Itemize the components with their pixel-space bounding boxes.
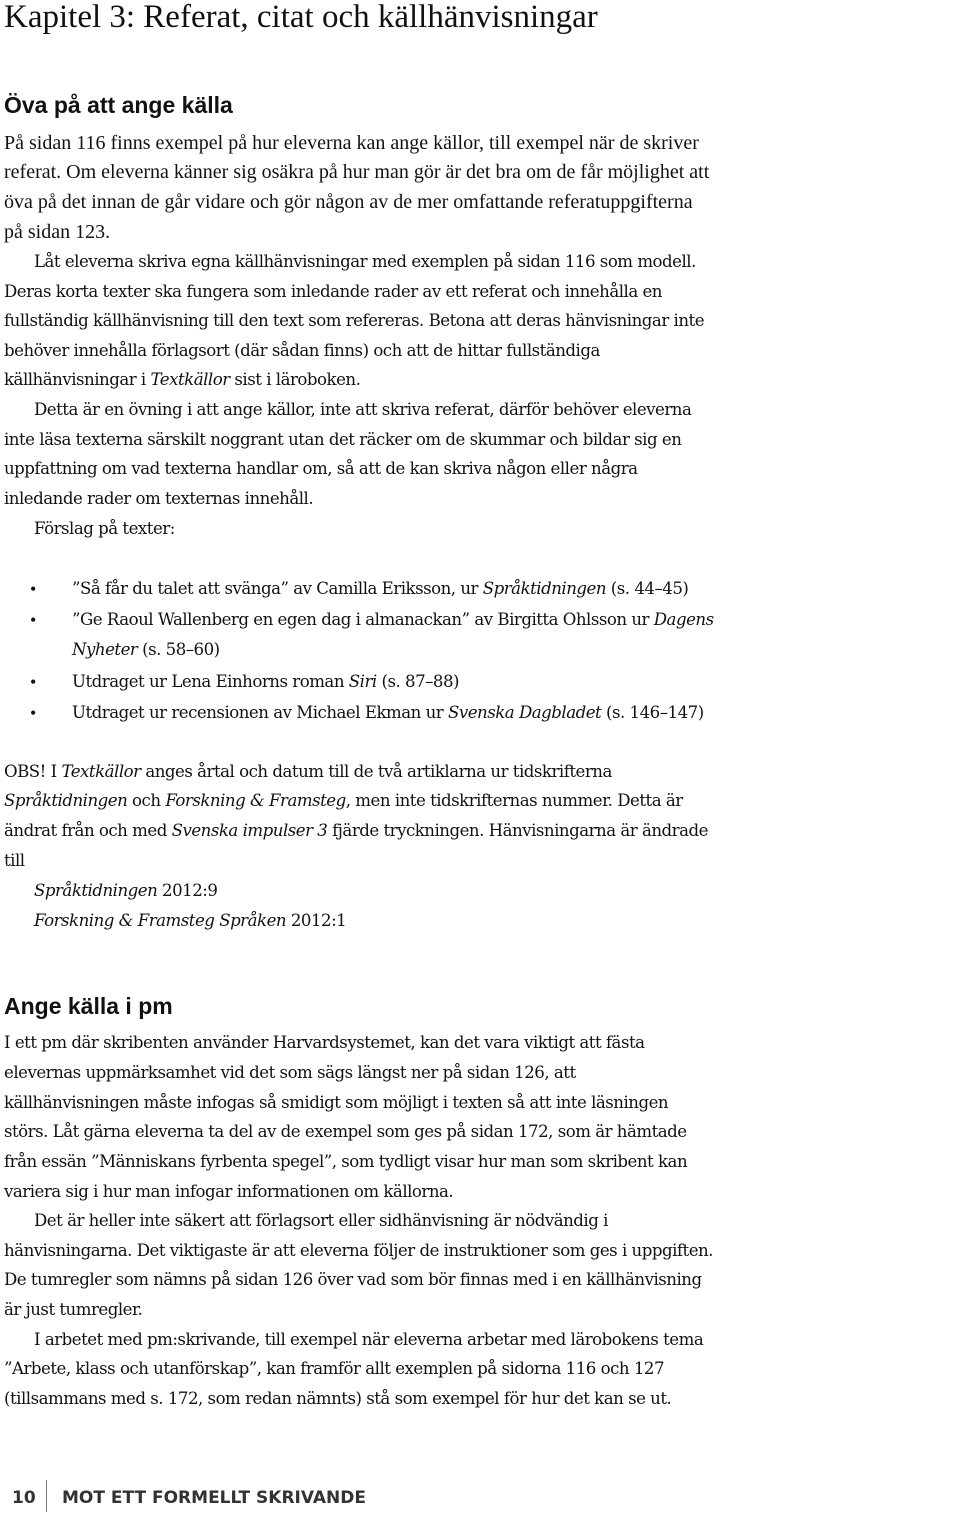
paragraph-line: Det är heller inte säkert att förlagsort eller sidhänvisning är nödvändig i bbox=[34, 1211, 608, 1230]
list-item: Utdraget ur Lena Einhorns roman Siri (s. 87–88) bbox=[72, 672, 460, 691]
chapter-title: Kapitel 3: Referat, citat och källhänvisningar bbox=[4, 0, 598, 35]
obs-note-line: ändrat från och med Svenska impulser 3 fjärde tryckningen. Hänvisningarna är ändrade bbox=[4, 821, 708, 840]
paragraph-line: referat. Om eleverna känner sig osäkra på hur man gör är det bra om de får möjlighet att bbox=[4, 161, 710, 183]
section-heading-ova: Öva på att ange källa bbox=[4, 92, 233, 118]
paragraph-line: elevernas uppmärksamhet vid det som sägs längst ner på sidan 126, att bbox=[4, 1063, 576, 1082]
paragraph-line: inledande rader om texternas innehåll. bbox=[4, 489, 314, 508]
paragraph-line: fullständig källhänvisning till den text som refereras. Betona att deras hänvisningar inte bbox=[4, 311, 705, 330]
obs-note-line: OBS! I Textkällor anges årtal och datum till de två artiklarna ur tidskrifterna bbox=[4, 762, 612, 781]
page-number: 10 bbox=[12, 1488, 36, 1508]
obs-note-line: Språktidningen och Forskning & Framsteg, men inte tidskrifternas nummer. Detta är bbox=[4, 791, 683, 810]
list-item: ”Så får du talet att svänga” av Camilla Eriksson, ur Språktidningen (s. 44–45) bbox=[72, 579, 689, 598]
paragraph-line: I arbetet med pm:skrivande, till exempel när eleverna arbetar med lärobokens tema bbox=[34, 1330, 704, 1349]
list-item: Utdraget ur recensionen av Michael Ekman ur Svenska Dagbladet (s. 146–147) bbox=[72, 703, 704, 722]
obs-note-line: Forskning & Framsteg Språken 2012:1 bbox=[34, 911, 347, 930]
bullet-icon: • bbox=[30, 579, 37, 599]
footer-divider bbox=[46, 1480, 47, 1512]
paragraph-line: I ett pm där skribenten använder Harvardsystemet, kan det vara viktigt att fästa bbox=[4, 1033, 645, 1052]
list-item-continuation: Nyheter (s. 58–60) bbox=[72, 640, 220, 659]
obs-note-line: Språktidningen 2012:9 bbox=[34, 881, 218, 900]
paragraph-line: De tumregler som nämns på sidan 126 över vad som bör finnas med i en källhänvisning bbox=[4, 1270, 702, 1289]
paragraph-line: hänvisningarna. Det viktigaste är att eleverna följer de instruktioner som ges i uppgiften. bbox=[4, 1241, 713, 1260]
paragraph-line: variera sig i hur man infogar informationen om källorna. bbox=[4, 1182, 454, 1201]
paragraph-line: uppfattning om vad texterna handlar om, så att de kan skriva någon eller några bbox=[4, 459, 638, 478]
source-title: Textkällor bbox=[150, 370, 230, 389]
paragraph-line: på sidan 123. bbox=[4, 221, 111, 243]
paragraph-line: inte läsa texterna särskilt noggrant utan det räcker om de skummar och bildar sig en bbox=[4, 430, 682, 449]
paragraph-line: störs. Låt gärna eleverna ta del av de exempel som ges på sidan 172, som är hämtade bbox=[4, 1122, 687, 1141]
paragraph-line: Detta är en övning i att ange källor, inte att skriva referat, därför behöver eleverna bbox=[34, 400, 692, 419]
bullet-icon: • bbox=[30, 610, 37, 630]
list-item: ”Ge Raoul Wallenberg en egen dag i almanackan” av Birgitta Ohlsson ur Dagens bbox=[72, 610, 714, 629]
paragraph-line: källhänvisningar i Textkällor sist i läroboken. bbox=[4, 370, 361, 389]
paragraph-line: (tillsammans med s. 172, som redan nämnts) stå som exempel för hur det kan se ut. bbox=[4, 1389, 672, 1408]
bullet-icon: • bbox=[30, 703, 37, 723]
section-heading-pm: Ange källa i pm bbox=[4, 993, 173, 1019]
running-footer-title: MOT ETT FORMELLT SKRIVANDE bbox=[62, 1488, 366, 1508]
paragraph-line: På sidan 116 finns exempel på hur eleverna kan ange källor, till exempel när de skriver bbox=[4, 132, 699, 154]
paragraph-line: källhänvisningen måste infogas så smidigt som möjligt i texten så att inte läsningen bbox=[4, 1093, 669, 1112]
paragraph-line: ”Arbete, klass och utanförskap”, kan framför allt exemplen på sidorna 116 och 127 bbox=[4, 1359, 665, 1378]
paragraph-line: är just tumregler. bbox=[4, 1300, 143, 1319]
paragraph-line: Låt eleverna skriva egna källhänvisningar med exemplen på sidan 116 som modell. bbox=[34, 252, 696, 271]
paragraph-line: behöver innehålla förlagsort (där sådan finns) och att de hittar fullständiga bbox=[4, 341, 600, 360]
suggestions-label: Förslag på texter: bbox=[34, 519, 175, 538]
paragraph-line: från essän ”Människans fyrbenta spegel”, som tydligt visar hur man som skribent kan bbox=[4, 1152, 688, 1171]
paragraph-line: Deras korta texter ska fungera som inledande rader av ett referat och innehålla en bbox=[4, 282, 662, 301]
obs-note-line: till bbox=[4, 851, 25, 870]
paragraph-line: öva på det innan de går vidare och gör någon av de mer omfattande referatuppgifterna bbox=[4, 191, 693, 213]
bullet-icon: • bbox=[30, 672, 37, 692]
